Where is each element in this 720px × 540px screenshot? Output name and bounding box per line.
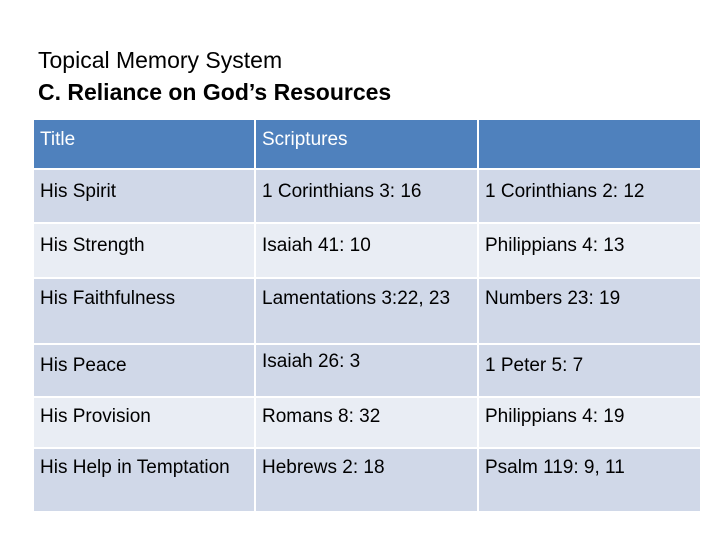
scripture-cell: Philippians 4: 13 bbox=[478, 223, 701, 278]
topic-cell: His Strength bbox=[33, 223, 255, 278]
scripture-cell: Lamentations 3:22, 23 bbox=[255, 278, 478, 344]
scripture-cell: Isaiah 41: 10 bbox=[255, 223, 478, 278]
scripture-table bbox=[32, 118, 702, 513]
topic-cell: His Spirit bbox=[33, 169, 255, 223]
table-row bbox=[33, 448, 701, 512]
scripture-cell: Romans 8: 32 bbox=[255, 397, 478, 448]
scripture-cell: Hebrews 2: 18 bbox=[255, 448, 478, 512]
scripture-cell: Numbers 23: 19 bbox=[478, 278, 701, 344]
slide-title-line-2: C. Reliance on God’s Resources bbox=[38, 79, 392, 105]
table-row bbox=[33, 278, 701, 344]
scripture-cell: 1 Corinthians 3: 16 bbox=[255, 169, 478, 223]
slide-title-line-1: Topical Memory System bbox=[38, 47, 283, 73]
scripture-cell: 1 Peter 5: 7 bbox=[478, 344, 701, 397]
table-row bbox=[33, 397, 701, 448]
topic-cell: His Provision bbox=[33, 397, 255, 448]
table-row bbox=[33, 169, 701, 223]
table-header-row bbox=[33, 119, 701, 169]
scripture-cell: Psalm 119: 9, 11 bbox=[478, 448, 701, 512]
scripture-cell: Philippians 4: 19 bbox=[478, 397, 701, 448]
table-row bbox=[33, 344, 701, 397]
header-title: Title bbox=[33, 119, 255, 169]
table-row bbox=[33, 223, 701, 278]
scripture-cell: Isaiah 26: 3 bbox=[255, 344, 478, 397]
slide-title bbox=[38, 44, 391, 108]
topic-cell: His Faithfulness bbox=[33, 278, 255, 344]
topic-cell: His Help in Temptation bbox=[33, 448, 255, 512]
header-empty bbox=[478, 119, 701, 169]
topic-cell: His Peace bbox=[33, 344, 255, 397]
scripture-cell: 1 Corinthians 2: 12 bbox=[478, 169, 701, 223]
header-scriptures: Scriptures bbox=[255, 119, 478, 169]
